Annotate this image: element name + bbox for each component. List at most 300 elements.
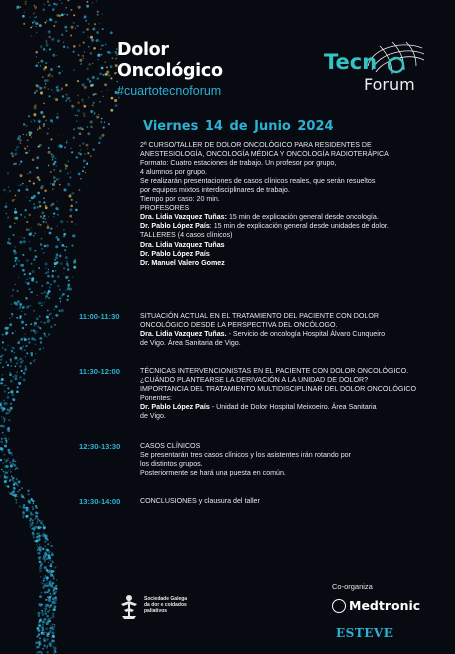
decor-dot xyxy=(33,258,35,260)
decor-dot xyxy=(50,119,53,122)
decor-dot xyxy=(59,310,61,312)
intro-block xyxy=(140,141,448,268)
decor-dot xyxy=(50,542,51,543)
decor-dot xyxy=(64,249,66,251)
decor-dot xyxy=(77,101,79,103)
decor-dot xyxy=(15,208,17,210)
decor-dot xyxy=(35,255,38,258)
decor-dot xyxy=(45,298,46,299)
decor-dot xyxy=(83,58,84,59)
decor-dot xyxy=(90,52,93,55)
intro-line: PROFESORES xyxy=(140,204,190,213)
decor-dot xyxy=(87,132,90,135)
decor-dot xyxy=(45,272,47,274)
decor-dot xyxy=(26,279,27,280)
decor-dot xyxy=(63,267,65,269)
decor-dot xyxy=(77,109,80,112)
decor-dot xyxy=(52,632,54,634)
decor-dot xyxy=(24,209,27,212)
decor-dot xyxy=(14,482,17,485)
decor-dot xyxy=(5,385,6,386)
taller-name: Dr. Manuel Valero Gomez xyxy=(140,258,225,267)
decor-dot xyxy=(48,216,49,217)
decor-dot xyxy=(68,280,70,282)
decor-dot xyxy=(19,241,22,244)
decor-dot xyxy=(66,261,67,262)
decor-dot xyxy=(16,467,18,469)
decor-dot xyxy=(64,26,67,29)
decor-dot xyxy=(24,349,25,350)
decor-dot xyxy=(34,5,35,6)
decor-dot xyxy=(29,16,31,18)
decor-dot xyxy=(41,293,42,294)
professor-name: Dr. Pablo López País xyxy=(140,222,210,231)
decor-dot xyxy=(46,557,49,560)
decor-dot xyxy=(71,151,73,153)
decor-dot xyxy=(60,90,62,92)
decor-dot xyxy=(53,590,54,591)
decor-dot xyxy=(102,14,103,15)
decor-dot xyxy=(54,262,57,265)
decor-dot xyxy=(46,582,49,585)
decor-dot xyxy=(22,350,23,351)
schedule-item xyxy=(140,442,448,478)
decor-dot xyxy=(54,592,55,593)
decor-dot xyxy=(35,641,38,644)
decor-dot xyxy=(46,226,49,229)
decor-dot xyxy=(11,365,12,366)
decor-dot xyxy=(33,503,35,505)
decor-dot xyxy=(31,521,34,524)
decor-dot xyxy=(65,290,66,291)
talleres-heading: TALLERES (4 casos clínicos) xyxy=(140,231,233,240)
decor-dot xyxy=(52,163,55,166)
decor-dot xyxy=(18,359,19,360)
decor-dot xyxy=(51,38,54,41)
decor-dot xyxy=(43,557,45,559)
decor-dot xyxy=(51,553,54,556)
decor-dot xyxy=(83,115,85,117)
decor-dot xyxy=(67,295,69,297)
decor-dot xyxy=(41,285,43,287)
decor-dot xyxy=(2,367,3,368)
decor-dot xyxy=(42,213,43,214)
decor-dot xyxy=(7,387,9,389)
decor-dot xyxy=(35,506,38,509)
decor-dot xyxy=(61,244,64,247)
speaker-desc-2: de Vigo. Área Sanitaria de Vigo. xyxy=(140,339,241,348)
decor-dot xyxy=(5,440,7,442)
decor-dot xyxy=(40,45,43,48)
decor-dot xyxy=(47,645,48,646)
decor-dot xyxy=(61,309,64,312)
decor-dot xyxy=(52,317,54,319)
decor-dot xyxy=(88,46,89,47)
decor-dot xyxy=(58,15,60,17)
decor-dot xyxy=(45,40,47,42)
decor-dot xyxy=(92,28,95,31)
decor-dot xyxy=(80,178,82,180)
decor-dot xyxy=(43,215,45,217)
decor-dot xyxy=(34,332,36,334)
decor-dot xyxy=(15,195,17,197)
decor-dot xyxy=(57,285,59,287)
decor-dot xyxy=(26,221,28,223)
decor-dot xyxy=(82,101,84,103)
decor-dot xyxy=(36,523,37,524)
decor-dot xyxy=(49,630,52,633)
decor-dot xyxy=(26,352,28,354)
decor-dot xyxy=(46,281,49,284)
decor-dot xyxy=(42,624,45,627)
decor-dot xyxy=(92,76,95,79)
decor-dot xyxy=(7,427,10,430)
decor-dot xyxy=(37,85,40,88)
decor-dot xyxy=(40,321,42,323)
decor-dot xyxy=(95,40,98,43)
decor-dot xyxy=(0,459,2,461)
decor-dot xyxy=(39,126,40,127)
decor-dot xyxy=(51,155,54,158)
decor-dot xyxy=(35,541,36,542)
decor-dot xyxy=(69,215,72,218)
decor-dot xyxy=(33,113,36,116)
decor-dot xyxy=(111,97,114,100)
decor-dot xyxy=(29,134,31,136)
decor-dot xyxy=(35,512,38,515)
decor-dot xyxy=(104,61,106,63)
decor-dot xyxy=(17,342,20,345)
decor-dot xyxy=(24,273,26,275)
decor-dot xyxy=(55,245,58,248)
taller-name: Dra. Lidia Vazquez Tuñas xyxy=(140,240,225,249)
decor-dot xyxy=(110,65,113,68)
decor-dot xyxy=(39,520,41,522)
decor-dot xyxy=(39,327,41,329)
decor-dot xyxy=(48,147,50,149)
schedule-time: 12:30-13:30 xyxy=(79,442,121,451)
decor-dot xyxy=(54,259,56,261)
decor-dot xyxy=(49,644,51,646)
decor-dot xyxy=(30,511,31,512)
decor-dot xyxy=(14,223,15,224)
decor-dot xyxy=(55,207,58,210)
decor-dot xyxy=(42,305,43,306)
decor-dot xyxy=(21,236,22,237)
decor-dot xyxy=(26,259,29,262)
decor-dot xyxy=(37,612,40,615)
decor-dot xyxy=(30,362,32,364)
decor-dot xyxy=(46,633,48,635)
decor-dot xyxy=(32,270,35,273)
decor-dot xyxy=(46,244,49,247)
decor-dot xyxy=(56,116,59,119)
decor-dot xyxy=(62,293,65,296)
decor-dot xyxy=(22,183,24,185)
decor-dot xyxy=(24,504,25,505)
decor-dot xyxy=(73,51,75,53)
decor-dot xyxy=(22,306,25,309)
decor-dot xyxy=(101,91,102,92)
decor-dot xyxy=(78,173,81,176)
decor-dot xyxy=(7,364,9,366)
decor-dot xyxy=(38,624,40,626)
decor-dot xyxy=(57,226,58,227)
decor-dot xyxy=(3,400,5,402)
decor-dot xyxy=(2,410,4,412)
decor-dot xyxy=(42,221,44,223)
decor-dot xyxy=(37,23,39,25)
decor-dot xyxy=(74,114,76,116)
decor-dot xyxy=(53,25,55,27)
decor-dot xyxy=(67,265,69,267)
decor-dot xyxy=(67,95,68,96)
decor-dot xyxy=(42,76,43,77)
decor-dot xyxy=(14,199,15,200)
decor-dot xyxy=(52,609,54,611)
decor-dot xyxy=(12,332,14,334)
decor-dot xyxy=(51,566,53,568)
decor-dot xyxy=(44,541,46,543)
decor-dot xyxy=(9,480,11,482)
decor-dot xyxy=(23,134,24,135)
decor-dot xyxy=(55,98,58,101)
decor-dot xyxy=(97,11,99,13)
decor-dot xyxy=(34,325,35,326)
decor-dot xyxy=(94,93,96,95)
decor-dot xyxy=(52,159,54,161)
decor-dot xyxy=(14,495,16,497)
decor-dot xyxy=(28,115,30,117)
decor-dot xyxy=(45,22,47,24)
decor-dot xyxy=(48,151,51,154)
decor-dot xyxy=(33,527,36,530)
decor-dot xyxy=(83,105,86,108)
decor-dot xyxy=(28,341,30,343)
decor-dot xyxy=(98,142,101,145)
decor-dot xyxy=(76,121,77,122)
decor-dot xyxy=(65,84,68,87)
decor-dot xyxy=(45,267,46,268)
decor-dot xyxy=(30,27,32,29)
decor-dot xyxy=(59,0,61,1)
decor-dot xyxy=(31,354,33,356)
decor-dot xyxy=(37,176,40,179)
schedule-time: 13:30-14:00 xyxy=(79,497,121,506)
decor-dot xyxy=(20,142,22,144)
decor-dot xyxy=(16,502,18,504)
decor-dot xyxy=(48,95,50,97)
decor-dot xyxy=(110,77,112,79)
decor-dot xyxy=(15,217,18,220)
decor-dot xyxy=(79,132,82,135)
decor-dot xyxy=(2,451,3,452)
decor-dot xyxy=(73,266,76,269)
decor-dot xyxy=(59,288,61,290)
decor-dot xyxy=(47,610,50,613)
decor-dot xyxy=(8,238,11,241)
schedule-line: Posteriormente se hará una puesta en común. xyxy=(140,469,286,478)
medtronic-logo xyxy=(332,598,420,613)
decor-dot xyxy=(86,163,88,165)
decor-dot xyxy=(82,83,85,86)
decor-dot xyxy=(47,0,49,2)
schedule-speaker xyxy=(140,330,448,339)
decor-dot xyxy=(67,160,69,162)
sgcp-line: da dor e coidados xyxy=(144,602,187,609)
decor-dot xyxy=(63,46,65,48)
decor-dot xyxy=(22,512,25,515)
professor-desc: 15 min de explicación general desde oncología. xyxy=(226,213,379,222)
decor-dot xyxy=(86,1,88,3)
decor-dot xyxy=(101,67,104,70)
decor-dot xyxy=(73,136,76,139)
decor-dot xyxy=(22,15,25,18)
decor-dot xyxy=(42,524,44,526)
decor-dot xyxy=(20,214,22,216)
decor-dot xyxy=(84,18,85,19)
decor-dot xyxy=(6,438,7,439)
decor-dot xyxy=(43,532,44,533)
decor-dot xyxy=(55,567,57,569)
decor-dot xyxy=(62,70,63,71)
decor-dot xyxy=(30,352,33,355)
decor-dot xyxy=(3,385,5,387)
decor-dot xyxy=(46,79,49,82)
decor-dot xyxy=(1,416,2,417)
decor-dot xyxy=(8,419,10,421)
decor-dot xyxy=(72,277,73,278)
decor-dot xyxy=(5,465,8,468)
decor-dot xyxy=(54,626,55,627)
intro-line: por equipos mixtos interdisciplinares de trabajo. xyxy=(140,186,290,195)
medtronic-text: Medtronic xyxy=(349,598,421,613)
decor-dot xyxy=(55,157,57,159)
decor-dot xyxy=(50,596,51,597)
decor-dot xyxy=(30,35,32,37)
decor-dot xyxy=(33,203,35,205)
decor-dot xyxy=(37,129,38,130)
decor-dot xyxy=(6,213,7,214)
decor-dot xyxy=(34,530,36,532)
decor-dot xyxy=(87,37,88,38)
decor-dot xyxy=(61,295,62,296)
decor-dot xyxy=(41,582,43,584)
decor-dot xyxy=(60,220,63,223)
decor-dot xyxy=(33,12,35,14)
decor-dot xyxy=(69,195,72,198)
decor-dot xyxy=(40,224,42,226)
decor-dot xyxy=(50,593,51,594)
decor-dot xyxy=(47,320,50,323)
decor-dot xyxy=(54,606,56,608)
decor-dot xyxy=(99,41,100,42)
decor-dot xyxy=(73,260,76,263)
decor-dot xyxy=(39,549,42,552)
decor-dot xyxy=(92,63,93,64)
decor-dot xyxy=(98,59,99,60)
decor-dot xyxy=(44,231,45,232)
decor-dot xyxy=(24,216,26,218)
decor-dot xyxy=(37,294,39,296)
decor-dot xyxy=(46,336,47,337)
decor-dot xyxy=(75,201,77,203)
decor-dot xyxy=(20,338,23,341)
decor-dot xyxy=(6,442,8,444)
decor-dot xyxy=(14,487,16,489)
schedule-speaker xyxy=(140,403,448,412)
decor-dot xyxy=(27,493,29,495)
decor-dot xyxy=(50,183,51,184)
decor-dot xyxy=(66,142,67,143)
decor-dot xyxy=(50,604,52,606)
decor-dot xyxy=(87,78,90,81)
decor-dot xyxy=(55,588,57,590)
sgcp-emblem-icon xyxy=(118,592,140,620)
decor-dot xyxy=(10,471,12,473)
decor-dot xyxy=(0,476,1,477)
schedule-time: 11:30-12:00 xyxy=(79,367,120,376)
decor-dot xyxy=(52,188,54,190)
decor-dot xyxy=(84,153,86,155)
decor-dot xyxy=(44,86,47,89)
decor-dot xyxy=(40,60,43,63)
decor-dot xyxy=(49,232,52,235)
decor-dot xyxy=(48,165,49,166)
decor-dot xyxy=(29,272,32,275)
decor-dot xyxy=(29,171,31,173)
decor-dot xyxy=(56,178,59,181)
decor-dot xyxy=(17,386,19,388)
decor-dot xyxy=(24,12,25,13)
decor-dot xyxy=(37,536,39,538)
decor-dot xyxy=(18,481,21,484)
decor-dot xyxy=(26,306,29,309)
decor-dot xyxy=(99,23,100,24)
decor-dot xyxy=(30,249,32,251)
decor-dot xyxy=(54,324,55,325)
decor-dot xyxy=(35,64,38,67)
decor-dot xyxy=(6,472,7,473)
decor-dot xyxy=(43,529,45,531)
decor-dot xyxy=(24,498,25,499)
decor-dot xyxy=(2,347,4,349)
decor-dot xyxy=(20,361,23,364)
decor-dot xyxy=(45,599,47,601)
decor-dot xyxy=(91,84,94,87)
decor-dot xyxy=(27,173,28,174)
decor-dot xyxy=(26,345,28,347)
decor-dot xyxy=(69,208,72,211)
decor-dot xyxy=(15,149,17,151)
decor-dot xyxy=(108,74,111,77)
decor-dot xyxy=(41,592,43,594)
decor-dot xyxy=(43,252,45,254)
intro-line: Se realizarán presentaciones de casos clínicos reales, que serán resueltos xyxy=(140,177,376,186)
decor-dot xyxy=(47,624,48,625)
decor-dot xyxy=(37,223,40,226)
decor-dot xyxy=(16,263,18,265)
decor-dot xyxy=(69,185,70,186)
decor-dot xyxy=(8,491,9,492)
decor-dot xyxy=(19,6,21,8)
decor-dot xyxy=(92,42,93,43)
decor-dot xyxy=(12,199,15,202)
decor-dot xyxy=(46,615,49,618)
decor-dot xyxy=(52,183,55,186)
decor-dot xyxy=(42,621,45,624)
professor-1 xyxy=(140,213,448,222)
